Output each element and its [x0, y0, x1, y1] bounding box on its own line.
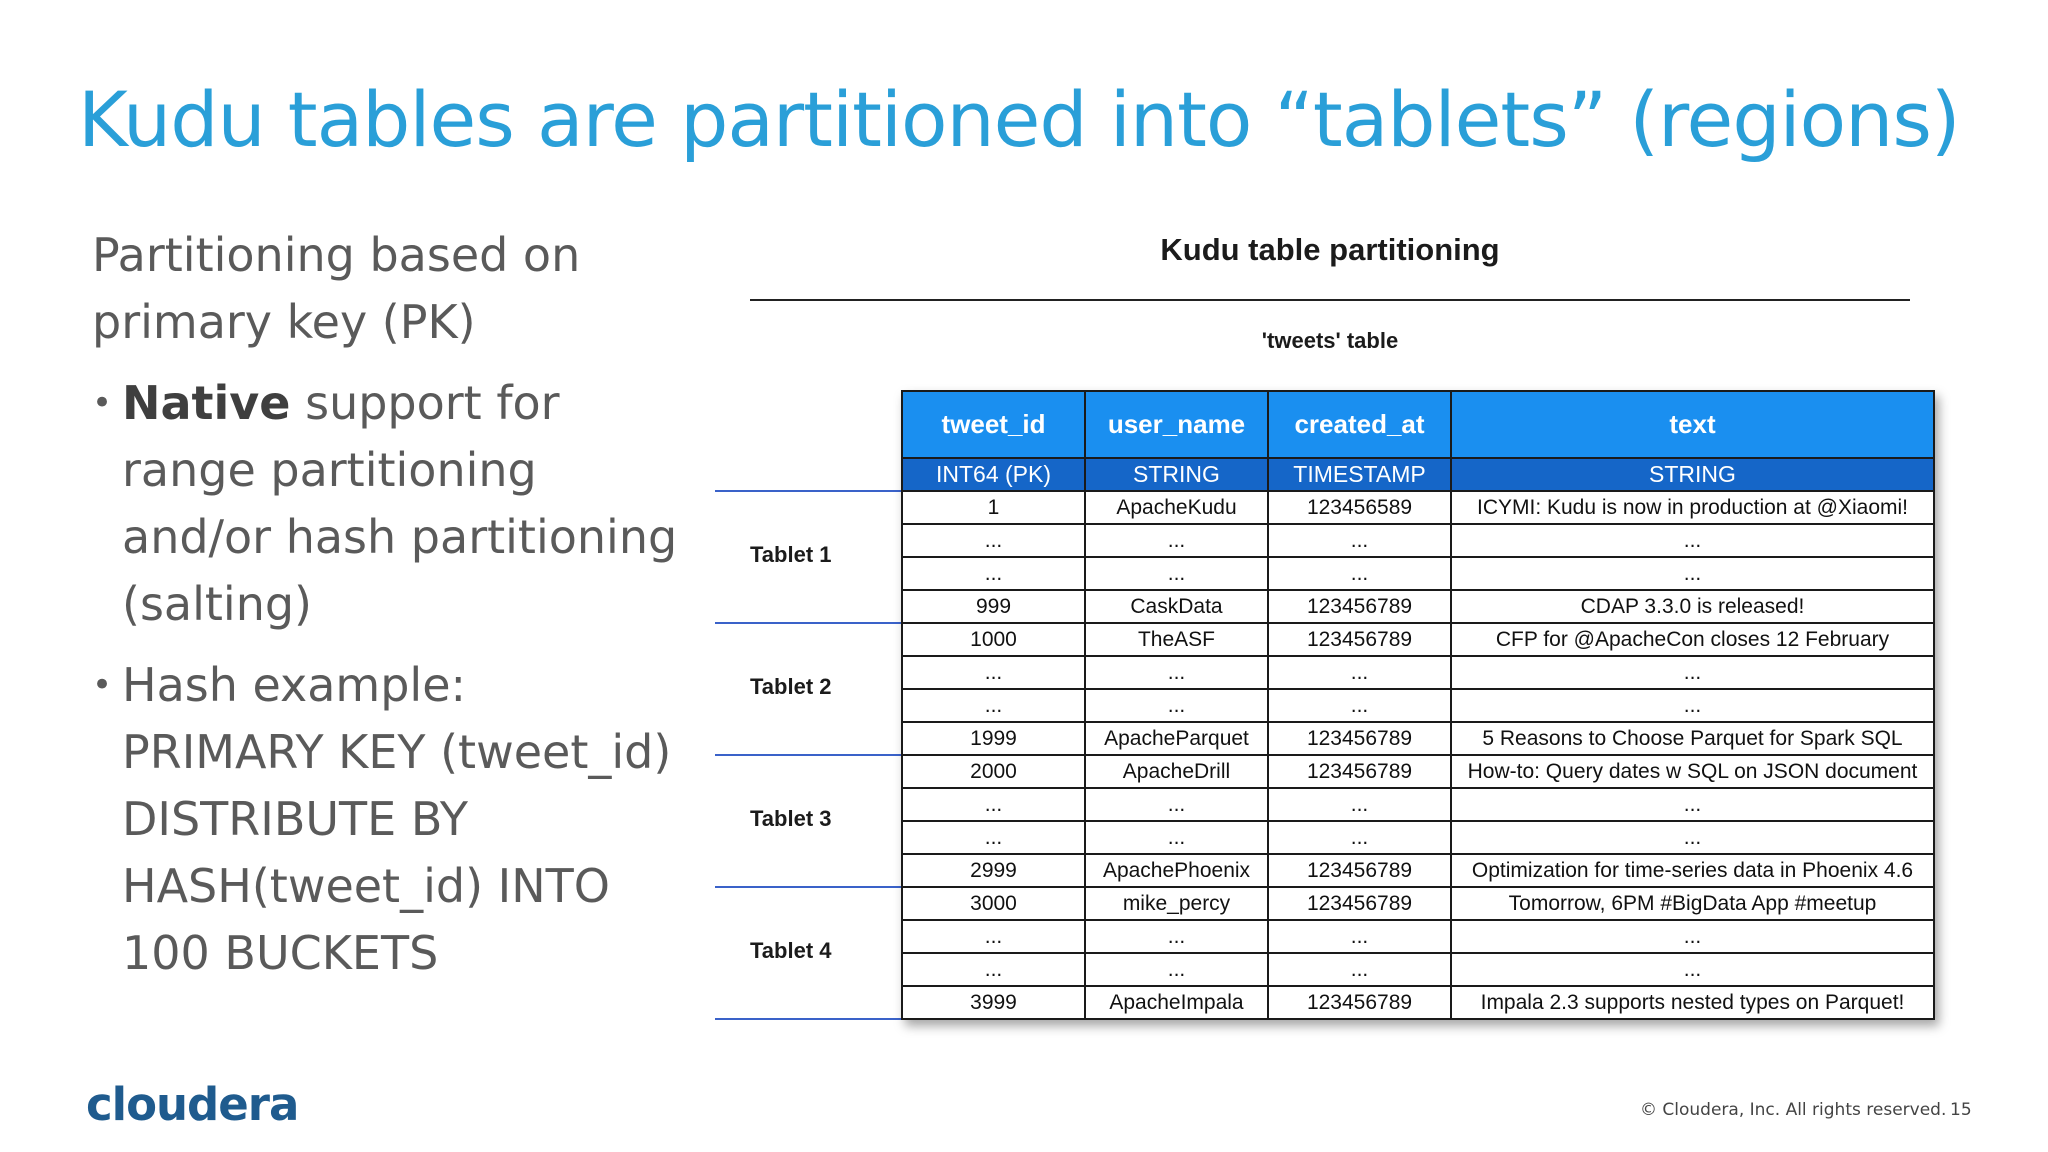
table-row [902, 986, 1934, 1019]
table-cell: ... [1085, 788, 1268, 821]
intro-text: Partitioning based on primary key (PK) [92, 228, 581, 349]
table-cell: 5 Reasons to Choose Parquet for Spark SQL [1451, 722, 1934, 755]
slide-title: Kudu tables are partitioned into “tablets” (regions) [78, 75, 1960, 164]
table-cell: ... [902, 557, 1085, 590]
table-body [902, 491, 1934, 1019]
figure-subtitle: 'tweets' table [1261, 328, 1399, 353]
table-row [902, 953, 1934, 986]
column-header: user_name [1085, 391, 1268, 458]
table-cell: How-to: Query dates w SQL on JSON document [1451, 755, 1934, 788]
copyright-text: © Cloudera, Inc. All rights reserved. [1640, 1100, 1947, 1120]
column-type: INT64 (PK) [902, 458, 1085, 491]
table-cell: 1999 [902, 722, 1085, 755]
table-cell: 2000 [902, 755, 1085, 788]
table-cell: ... [1268, 920, 1451, 953]
table-cell: 123456789 [1268, 854, 1451, 887]
table-cell: Tomorrow, 6PM #BigData App #meetup [1451, 887, 1934, 920]
table-cell: 123456789 [1268, 722, 1451, 755]
slide-body [92, 222, 682, 987]
tablet-boundary-line [715, 754, 907, 756]
bullet-hash-example [92, 652, 682, 987]
tablet-boundary-line [715, 886, 907, 888]
table-row [902, 590, 1934, 623]
table-cell: CaskData [1085, 590, 1268, 623]
table-cell: ... [1268, 821, 1451, 854]
table-cell: 1 [902, 491, 1085, 524]
page-number: 15 [1950, 1100, 1972, 1120]
table-cell: ... [1085, 524, 1268, 557]
table-cell: ... [1085, 656, 1268, 689]
table-row [902, 920, 1934, 953]
table-row [902, 557, 1934, 590]
cloudera-logo: cloudera [86, 1078, 299, 1131]
table-cell: ... [1085, 953, 1268, 986]
table-row [902, 887, 1934, 920]
table-cell: ... [1451, 656, 1934, 689]
tablet-label: Tablet 2 [750, 674, 832, 699]
table-cell: ApacheImpala [1085, 986, 1268, 1019]
table-cell: 3999 [902, 986, 1085, 1019]
table-cell: ... [1268, 689, 1451, 722]
column-header: tweet_id [902, 391, 1085, 458]
table-cell: ... [902, 524, 1085, 557]
column-type: STRING [1451, 458, 1934, 491]
table-row [902, 689, 1934, 722]
column-header: text [1451, 391, 1934, 458]
table-cell: 1000 [902, 623, 1085, 656]
bullet-native-support [92, 370, 682, 638]
kudu-partitioning-figure [710, 220, 1970, 1040]
column-name-row [902, 391, 1934, 458]
table-cell: ... [1268, 656, 1451, 689]
column-type-row [902, 458, 1934, 491]
figure-title: Kudu table partitioning [1160, 232, 1500, 267]
tablet-label: Tablet 1 [750, 542, 832, 567]
table-cell: ... [1451, 689, 1934, 722]
table-cell: ... [902, 656, 1085, 689]
table-cell: ... [1451, 788, 1934, 821]
table-row [902, 821, 1934, 854]
bullet-dot: • [92, 383, 113, 423]
bullet-bold-text: Native [122, 376, 291, 430]
table-cell: 2999 [902, 854, 1085, 887]
table-cell: ... [1085, 920, 1268, 953]
table-cell: 123456789 [1268, 590, 1451, 623]
table-cell: ... [902, 920, 1085, 953]
table-cell: ... [902, 788, 1085, 821]
column-header: created_at [1268, 391, 1451, 458]
figure-divider [750, 299, 1910, 301]
table-row [902, 854, 1934, 887]
table-cell: 123456789 [1268, 623, 1451, 656]
table-cell: ... [1085, 557, 1268, 590]
table-cell: Impala 2.3 supports nested types on Parquet! [1451, 986, 1934, 1019]
table-cell: ApacheParquet [1085, 722, 1268, 755]
table-cell: mike_percy [1085, 887, 1268, 920]
table-cell: ... [1268, 557, 1451, 590]
table-cell: ... [1451, 821, 1934, 854]
table-cell: ... [1451, 557, 1934, 590]
table-row [902, 524, 1934, 557]
table-row [902, 755, 1934, 788]
table-cell: ... [902, 953, 1085, 986]
column-type: TIMESTAMP [1268, 458, 1451, 491]
bullet-text: support for range partitioning and/or hash partitioning (salting) [122, 376, 678, 631]
table-cell: ... [1451, 524, 1934, 557]
tablet-boundary-line [715, 490, 907, 492]
table-cell: ... [1451, 953, 1934, 986]
table-cell: ... [902, 689, 1085, 722]
table-cell: 999 [902, 590, 1085, 623]
table-cell: ... [1268, 524, 1451, 557]
tablet-boundary-line [715, 622, 907, 624]
table-cell: ApacheKudu [1085, 491, 1268, 524]
table-cell: 3000 [902, 887, 1085, 920]
bullet-dot: • [92, 665, 113, 705]
table-cell: 123456789 [1268, 887, 1451, 920]
table-cell: ... [1268, 788, 1451, 821]
column-type: STRING [1085, 458, 1268, 491]
table-cell: ICYMI: Kudu is now in production at @Xiaomi! [1451, 491, 1934, 524]
table-row [902, 788, 1934, 821]
table-cell: ApacheDrill [1085, 755, 1268, 788]
table-cell: CDAP 3.3.0 is released! [1451, 590, 1934, 623]
table-row [902, 722, 1934, 755]
table-cell: ... [1451, 920, 1934, 953]
table-cell: ApachePhoenix [1085, 854, 1268, 887]
table-cell: CFP for @ApacheCon closes 12 February [1451, 623, 1934, 656]
table-cell: 123456789 [1268, 755, 1451, 788]
bullet-text: Hash example: PRIMARY KEY (tweet_id) DISTRIBUTE BY HASH(tweet_id) INTO 100 BUCKETS [122, 658, 672, 980]
tablet-label: Tablet 4 [750, 938, 832, 963]
table-cell: ... [902, 821, 1085, 854]
table-cell: TheASF [1085, 623, 1268, 656]
table-cell: 123456589 [1268, 491, 1451, 524]
table-cell: ... [1268, 953, 1451, 986]
table-row [902, 491, 1934, 524]
table-row [902, 656, 1934, 689]
table-cell: Optimization for time-series data in Phoenix 4.6 [1451, 854, 1934, 887]
table-cell: 123456789 [1268, 986, 1451, 1019]
tweets-table [901, 390, 1935, 1020]
table-cell: ... [1085, 689, 1268, 722]
table-cell: ... [1085, 821, 1268, 854]
tablet-label: Tablet 3 [750, 806, 832, 831]
table-row [902, 623, 1934, 656]
tablet-boundary-line [715, 1018, 907, 1020]
